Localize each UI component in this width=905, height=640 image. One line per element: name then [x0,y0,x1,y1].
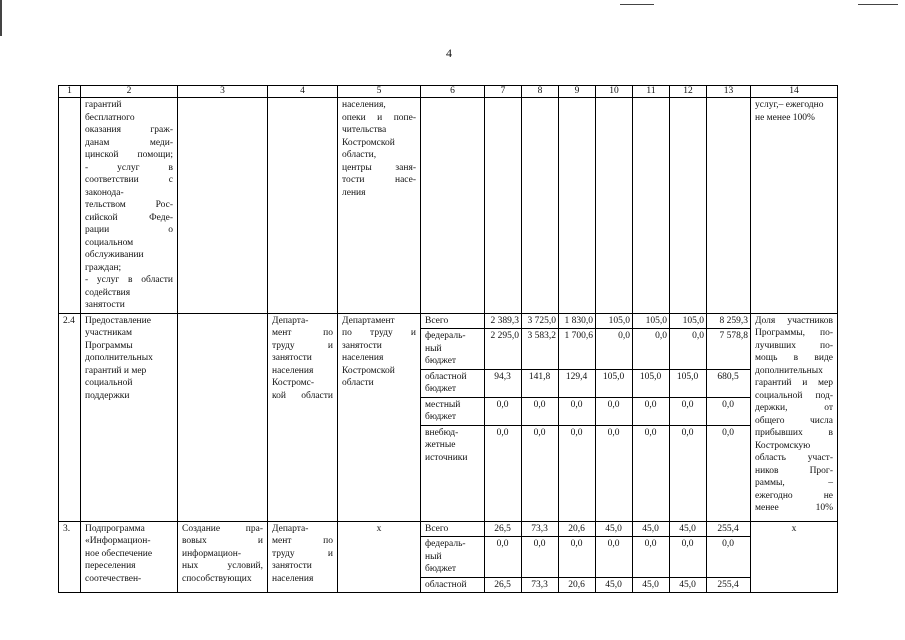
funding-total: 255,4 [707,521,751,537]
indicator-cell: услуг,– ежегодно не менее 100% [751,98,838,314]
funding-value: 1 830,0 [559,313,596,329]
funding-value: 0,0 [596,397,633,425]
funding-value: 73,3 [522,521,559,537]
funding-value: 0,0 [596,329,633,370]
funding-value: 0,0 [559,397,596,425]
funding-value: 3 583,2 [522,329,559,370]
funding-value: 105,0 [596,313,633,329]
funding-total: 255,4 [707,577,751,593]
measure-name-cell: Предоставление участникам Программы дополнительных гарантий и мер социальной поддержки [81,313,178,521]
funding-value: 26,5 [485,577,522,593]
funding-total: 7 578,8 [707,329,751,370]
column-number: 5 [338,86,421,98]
funding-total: 8 259,3 [707,313,751,329]
funding-value: 0,0 [596,537,633,578]
funding-total: 680,5 [707,369,751,397]
funding-value: 0,0 [633,425,670,521]
funding-value: 0,0 [522,537,559,578]
measure-name-cell: Подпрограмма «Информацион- ное обеспечение переселения соотечествен- [81,521,178,593]
funding-value: 0,0 [670,425,707,521]
funding-value: 105,0 [670,369,707,397]
column-number: 4 [268,86,338,98]
funding-value: 0,0 [485,425,522,521]
column-number: 3 [178,86,268,98]
funding-value: 0,0 [670,397,707,425]
scan-edge-mark [620,4,654,5]
funding-source: областной бюджет [421,369,485,397]
column-number: 7 [485,86,522,98]
funding-value: 45,0 [670,577,707,593]
funding-value: 45,0 [633,577,670,593]
column-number: 1 [59,86,81,98]
executor-cell: Департа- мент по труду и занятости населения Костромс- кой области [268,313,338,521]
column-number: 6 [421,86,485,98]
column-number: 10 [596,86,633,98]
funding-value: 0,0 [670,537,707,578]
row-number: 2.4 [59,313,81,521]
funding-source: Всего [421,313,485,329]
funding-value: 105,0 [670,313,707,329]
scan-edge-mark [858,4,898,5]
funding-value: 45,0 [596,521,633,537]
funding-value: 45,0 [596,577,633,593]
table-row [59,313,838,329]
funding-value: 0,0 [485,397,522,425]
funding-source: областной [421,577,485,593]
funding-value: 0,0 [559,425,596,521]
column-number: 2 [81,86,178,98]
funding-source: федераль- ный бюджет [421,537,485,578]
funding-value: 105,0 [633,313,670,329]
column-number-row [59,86,838,98]
page-number: 4 [446,46,452,60]
table-row [59,521,838,537]
funding-source: местный бюджет [421,397,485,425]
indicator-cell: х [751,521,838,593]
funding-value: 20,6 [559,577,596,593]
executor-cell: населения, опеки и попе- чительства Костромской области, центры заня- тости насе- ления [338,98,421,314]
funding-source: Всего [421,521,485,537]
funding-value: 45,0 [633,521,670,537]
funding-value: 0,0 [633,397,670,425]
funding-value: 0,0 [670,329,707,370]
funding-value: 0,0 [633,537,670,578]
funding-value: 0,0 [559,537,596,578]
scan-edge-mark [0,0,2,36]
funding-value: 105,0 [633,369,670,397]
funding-value: 20,6 [559,521,596,537]
indicator-cell: Доля участников Программы, по- лучивших по- мощь в виде дополнительных гарантий и мер социальной под- держки, от общего числа прибывших в Костромскую область участ- ников Прог- раммы, – ежегодно не менее 10% [751,313,838,521]
funding-value: 0,0 [633,329,670,370]
column-number: 8 [522,86,559,98]
funding-value: 73,3 [522,577,559,593]
funding-source: внебюд- жетные источники [421,425,485,521]
executor-cell: Департамент по труду и занятости населения Костромской области [338,313,421,521]
funding-value: 3 725,0 [522,313,559,329]
row-number: 3. [59,521,81,593]
funding-value: 26,5 [485,521,522,537]
funding-source: федераль- ный бюджет [421,329,485,370]
funding-value: 2 295,0 [485,329,522,370]
column-number: 11 [633,86,670,98]
funding-value: 141,8 [522,369,559,397]
funding-total: 0,0 [707,397,751,425]
executor-cell: Департа- мент по труду и занятости населения [268,521,338,593]
measure-name-cell: гарантий бесплатного оказания граж- данам меди- цинской помощи; - услуг в соответствии с законода- тельством Рос- сийской Феде- рации о социальном обслуживании граждан; - услуг в области содействия занятости [81,98,178,314]
executor-cell: х [338,521,421,593]
funding-value: 0,0 [485,537,522,578]
funding-total: 0,0 [707,537,751,578]
funding-value: 45,0 [670,521,707,537]
funding-value: 129,4 [559,369,596,397]
funding-value: 1 700,6 [559,329,596,370]
funding-value: 105,0 [596,369,633,397]
column-number: 9 [559,86,596,98]
funding-value: 94,3 [485,369,522,397]
goal-cell: Создание пра- вовых и информацион- ных условий, способствующих [178,521,268,593]
column-number: 12 [670,86,707,98]
funding-value: 2 389,3 [485,313,522,329]
funding-value: 0,0 [522,425,559,521]
table-row [59,98,838,314]
funding-total: 0,0 [707,425,751,521]
column-number: 13 [707,86,751,98]
program-table [58,85,838,593]
funding-value: 0,0 [596,425,633,521]
column-number: 14 [751,86,838,98]
funding-value: 0,0 [522,397,559,425]
